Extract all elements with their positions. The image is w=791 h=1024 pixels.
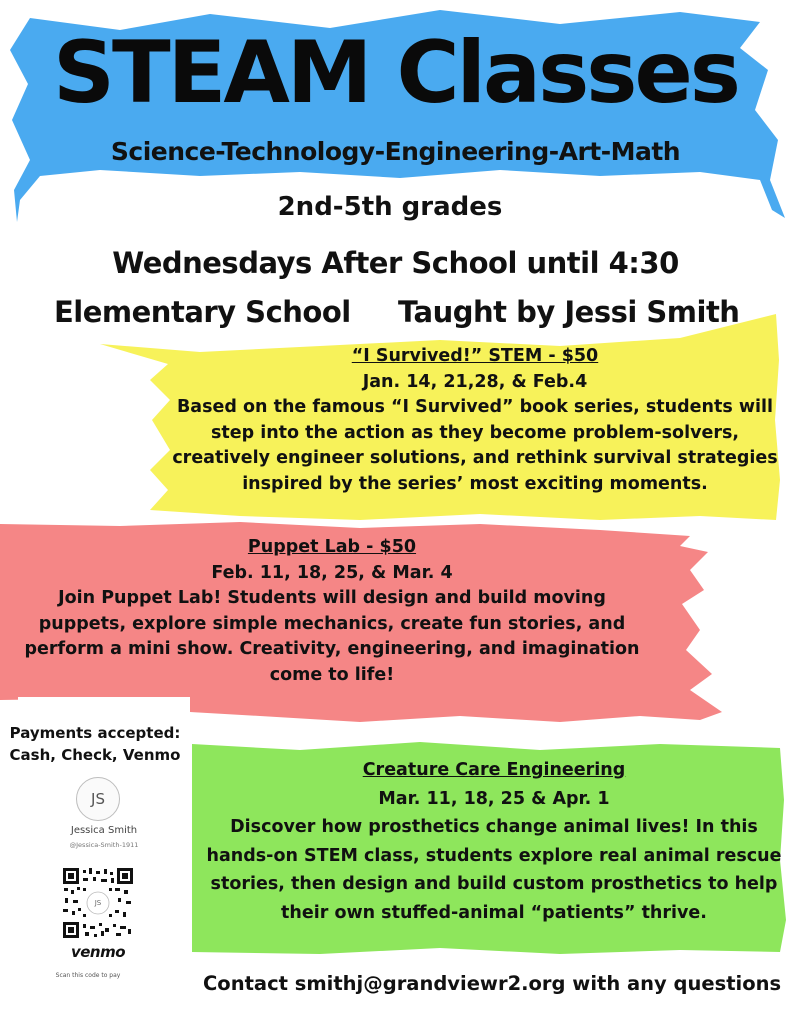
class-description-line: their own stuffed-animal “patients” thrive.	[281, 902, 707, 923]
teacher-text: Taught by Jessi Smith	[398, 295, 740, 329]
class-description-line: stories, then design and build custom prosthetics to help	[210, 874, 778, 894]
venmo-logo: venmo	[70, 943, 126, 961]
payment-methods	[0, 722, 190, 766]
grades-text: 2nd-5th grades	[277, 192, 503, 222]
class-title: Puppet Lab - $50	[247, 537, 417, 557]
class-dates: Feb. 11, 18, 25, & Mar. 4	[211, 562, 453, 583]
class-description-line: hands-on STEM class, students explore real animal rescue	[206, 845, 782, 866]
class-title: Creature Care Engineering	[362, 760, 626, 780]
venmo-handle: @Jessica-Smith-1911	[69, 841, 139, 849]
class-title: “I Survived!” STEM - $50	[351, 346, 599, 366]
class-description-line: Based on the famous “I Survived” book series, students will	[176, 397, 774, 417]
location-text: Elementary School	[54, 295, 351, 329]
contact-line: Contact smithj@grandviewr2.org with any questions	[203, 972, 782, 995]
avatar: JS	[76, 777, 120, 821]
class-description-line: Discover how prosthetics change animal lives! In this	[230, 817, 758, 837]
page-subtitle: Science-Technology-Engineering-Art-Math	[110, 137, 681, 166]
class-description-line: perform a mini show. Creativity, engineering, and imagination	[24, 639, 640, 659]
class-description-line: puppets, explore simple mechanics, create fun stories, and	[38, 613, 626, 634]
schedule-text: Wednesdays After School until 4:30	[112, 246, 679, 280]
class-description-line: inspired by the series’ most exciting moments.	[242, 473, 708, 494]
class-dates: Jan. 14, 21,28, & Feb.4	[362, 371, 588, 392]
class-description-line: come to life!	[269, 664, 395, 685]
class-card-creature-care	[196, 756, 791, 927]
scan-instruction: Scan this code to pay	[55, 972, 121, 979]
class-card-i-survived	[160, 344, 790, 497]
class-description-line: step into the action as they become problem-solvers,	[210, 422, 740, 443]
class-card-puppet-lab	[0, 535, 664, 688]
venmo-account-name: Jessica Smith	[70, 825, 138, 836]
class-dates: Mar. 11, 18, 25 & Apr. 1	[378, 788, 610, 809]
payment-options: Cash, Check, Venmo	[9, 746, 181, 764]
qr-center-initials: JS	[94, 899, 102, 907]
payment-label: Payments accepted:	[9, 724, 181, 742]
page-title: STEAM Classes	[53, 23, 738, 123]
class-description-line: Join Puppet Lab! Students will design and build moving	[58, 588, 606, 608]
class-description-line: creatively engineer solutions, and rethink survival strategies	[172, 448, 778, 468]
